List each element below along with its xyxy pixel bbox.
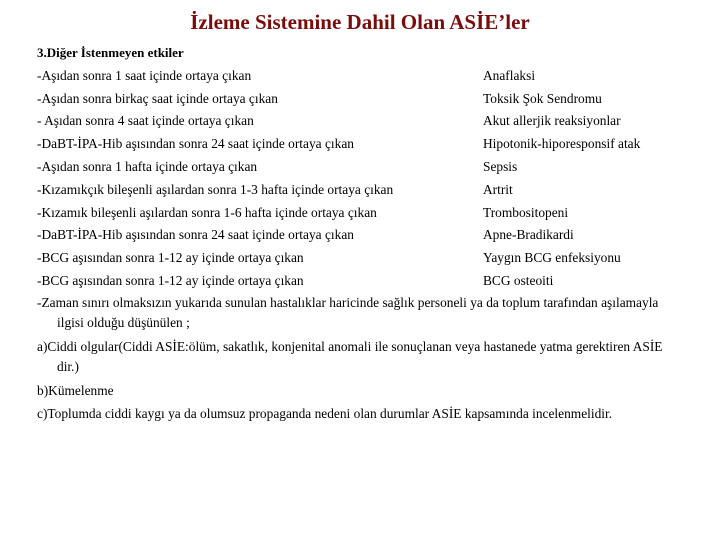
section-heading: 3.Diğer İstenmeyen etkiler [37,45,184,60]
timing-text: -BCG aşısından sonra 1-12 ay içinde ortaya çıkan [37,250,304,266]
timing-text: -Aşıdan sonra 1 saat içinde ortaya çıkan [37,67,252,83]
list-row [37,247,687,270]
event-name: Yaygın BCG enfeksiyonu [483,250,621,266]
event-name: Akut allerjik reaksiyonlar [483,113,621,129]
note-paragraph: c)Toplumda ciddi kaygı ya da olumsuz propaganda nedeni olan durumlar ASİE kapsamında incelenmelidir. [37,406,613,422]
list-row [37,202,687,225]
event-name: BCG osteoiti [483,272,554,288]
list-row [37,179,687,202]
event-name: Anaflaksi [483,67,536,83]
list-row [37,224,687,247]
slide-title: İzleme Sistemine Dahil Olan ASİE’ler [190,10,530,34]
event-name: Apne-Bradikardi [483,227,574,243]
event-name: Sepsis [483,158,518,174]
list-row [37,65,687,88]
timing-text: -DaBT-İPA-Hib aşısından sonra 24 saat içinde ortaya çıkan [37,227,354,243]
note-paragraph: -Zaman sınırı olmaksızın yukarıda sunulan hastalıklar haricinde sağlık personeli ya da toplum tarafından aşılamayla ilgisi olduğu düşünülen ; [37,294,659,331]
timing-text: -Kızamık bileşenli aşılardan sonra 1-6 hafta içinde ortaya çıkan [37,204,377,220]
event-name: Artrit [483,181,513,197]
timing-text: -Aşıdan sonra 1 hafta içinde ortaya çıkan [37,158,258,174]
list-row [37,270,687,293]
timing-text: - Aşıdan sonra 4 saat içinde ortaya çıkan [37,113,254,129]
timing-text: -Kızamıkçık bileşenli aşılardan sonra 1-3 hafta içinde ortaya çıkan [37,181,394,197]
event-name: Trombositopeni [483,204,569,220]
slide-content [37,42,687,425]
list-row [37,156,687,179]
event-name: Toksik Şok Sendromu [483,90,602,106]
list-row [37,133,687,156]
event-name: Hipotonik-hiporesponsif atak [483,136,641,152]
list-row [37,110,687,133]
note-paragraph: b)Kümelenme [37,382,114,398]
timing-text: -DaBT-İPA-Hib aşısından sonra 24 saat içinde ortaya çıkan [37,136,354,152]
list-row [37,88,687,111]
note-paragraph: a)Ciddi olgular(Ciddi ASİE:ölüm, sakatlık, konjenital anomali ile sonuçlanan veya hastanede yatma gerektiren ASİE dir.) [37,338,663,375]
timing-text: -BCG aşısından sonra 1-12 ay içinde ortaya çıkan [37,272,304,288]
timing-text: -Aşıdan sonra birkaç saat içinde ortaya çıkan [37,90,278,106]
